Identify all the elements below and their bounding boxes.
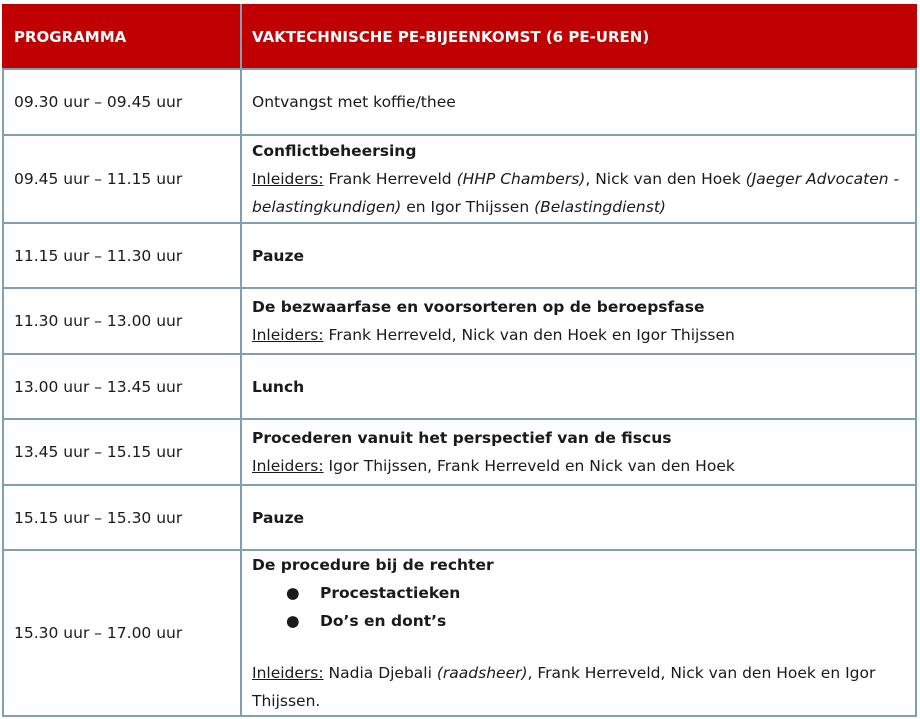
time-cell: 11.15 uur – 11.30 uur (3, 223, 241, 288)
time-cell: 09.45 uur – 11.15 uur (3, 135, 241, 223)
list-item: ● Procestactieken (284, 579, 905, 607)
table-row (3, 419, 916, 485)
session-title: De bezwaarfase en voorsorteren op de beroepsfase (252, 298, 705, 316)
time-cell: 15.30 uur – 17.00 uur (3, 550, 241, 716)
topic-list (252, 579, 905, 635)
speaker-name: Nadia Djebali (328, 664, 432, 682)
speakers-names: Frank Herreveld, Nick van den Hoek en Igor Thijssen (328, 326, 735, 344)
speaker-org: (Belastingdienst) (534, 198, 666, 216)
speakers-names: , Frank Herreveld, Nick van den Hoek en Igor Thijssen. (252, 664, 876, 710)
speakers-label: Inleiders: (252, 457, 324, 475)
speakers-label: Inleiders: (252, 664, 324, 682)
speakers-line (252, 659, 905, 715)
session-cell (241, 419, 916, 485)
list-item: ● Do’s en dont’s (284, 607, 905, 635)
table-row (3, 288, 916, 354)
session-cell (241, 288, 916, 354)
speaker-org: (HHP Chambers) (456, 170, 586, 188)
speakers-names: Igor Thijssen, Frank Herreveld en Nick van den Hoek (328, 457, 735, 475)
time-cell: 15.15 uur – 15.30 uur (3, 485, 241, 550)
header-row (3, 5, 916, 69)
speaker-org: (raadsheer) (436, 664, 528, 682)
separator: en (401, 198, 431, 216)
session-title: Pauze (241, 223, 916, 288)
time-cell: 09.30 uur – 09.45 uur (3, 69, 241, 135)
session-title: De procedure bij de rechter (252, 556, 494, 574)
bullet-icon: ● (286, 612, 300, 630)
speaker-org: (Jaeger Advocaten - belastingkundigen) (252, 170, 900, 216)
speakers-label: Inleiders: (252, 326, 324, 344)
session-cell (241, 135, 916, 223)
speaker-name: Nick van den Hoek (595, 170, 741, 188)
table-row (3, 135, 916, 223)
session-title: Procederen vanuit het perspectief van de fiscus (252, 429, 672, 447)
bullet-icon: ● (286, 584, 300, 602)
speakers-line (252, 165, 905, 221)
speakers-label: Inleiders: (252, 170, 324, 188)
speaker-name: Frank Herreveld (328, 170, 452, 188)
table-row (3, 354, 916, 419)
speakers-line (252, 452, 905, 480)
speakers-line (252, 321, 905, 349)
session-title: Conflictbeheersing (252, 142, 417, 160)
session-title: Pauze (241, 485, 916, 550)
program-table (2, 4, 917, 717)
time-cell: 13.00 uur – 13.45 uur (3, 354, 241, 419)
header-title: VAKTECHNISCHE PE-BIJEENKOMST (6 PE-UREN) (241, 5, 916, 69)
separator: , (585, 170, 591, 188)
time-cell: 11.30 uur – 13.00 uur (3, 288, 241, 354)
speaker-name: Igor Thijssen (430, 198, 530, 216)
header-program: PROGRAMMA (3, 5, 241, 69)
table-row (3, 69, 916, 135)
time-cell: 13.45 uur – 15.15 uur (3, 419, 241, 485)
table-row (3, 485, 916, 550)
session-cell (241, 550, 916, 716)
session-text: Ontvangst met koffie/thee (241, 69, 916, 135)
table-row (3, 223, 916, 288)
session-title: Lunch (241, 354, 916, 419)
table-row (3, 550, 916, 716)
